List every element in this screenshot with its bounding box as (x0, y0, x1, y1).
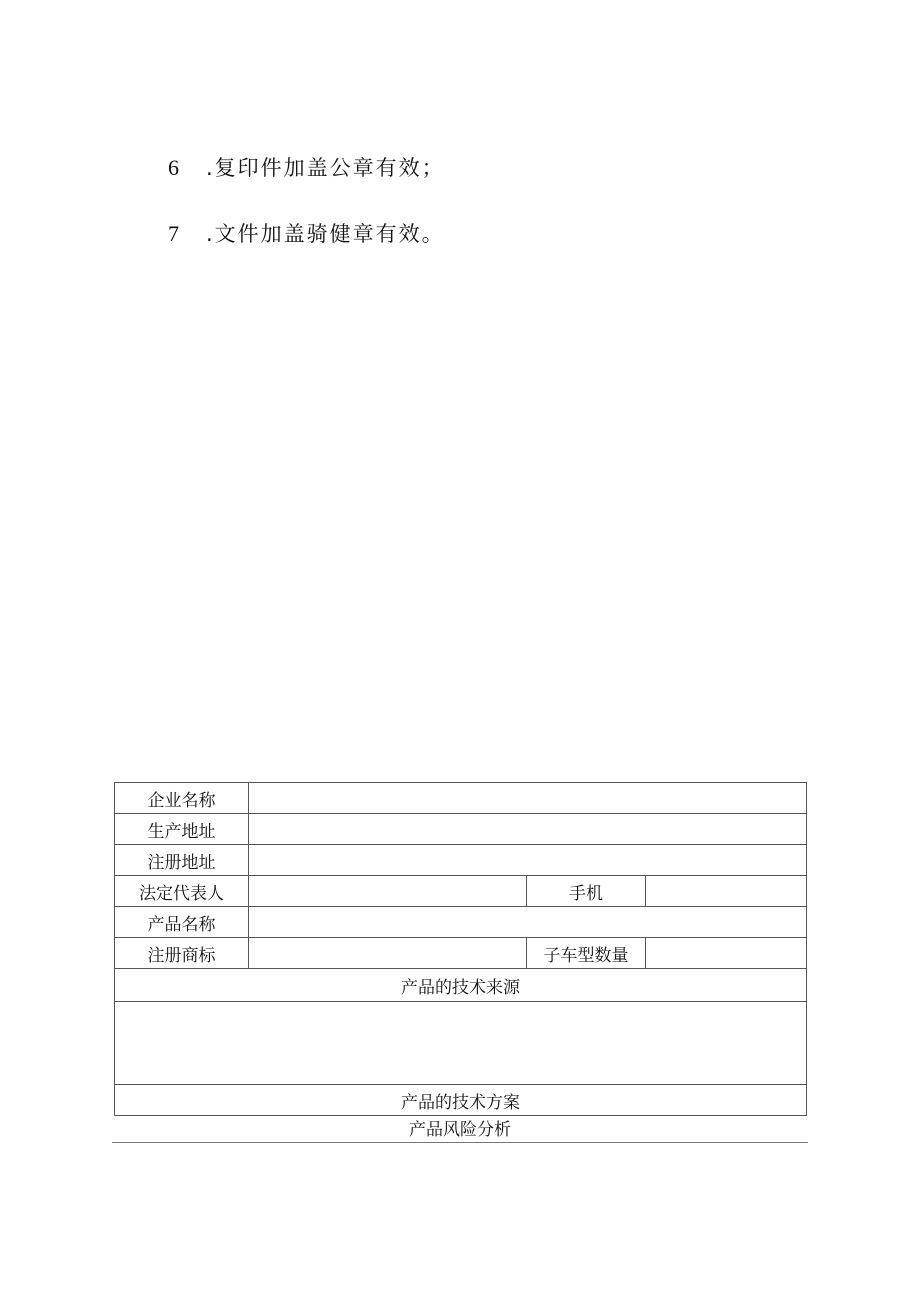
note-text: .复印件加盖公章有效； (206, 156, 445, 180)
divider (112, 1142, 808, 1143)
note-number: 7 (168, 221, 181, 246)
table-row (115, 845, 807, 876)
table-row (115, 907, 807, 938)
tech-source-title: 产品的技术来源 (115, 969, 807, 1002)
trademark-label: 注册商标 (115, 938, 249, 969)
note-number: 6 (168, 155, 181, 180)
company-name-label: 企业名称 (115, 783, 249, 814)
note-text: .文件加盖骑健章有效。 (206, 222, 445, 246)
table-row (115, 1085, 807, 1116)
legal-rep-field[interactable] (249, 876, 527, 907)
registered-address-field[interactable] (249, 845, 807, 876)
product-name-label: 产品名称 (115, 907, 249, 938)
table-row (115, 876, 807, 907)
note-item-6 (168, 152, 445, 182)
phone-field[interactable] (646, 876, 807, 907)
table-row (115, 938, 807, 969)
table-row (115, 1002, 807, 1085)
trademark-field[interactable] (249, 938, 527, 969)
note-item-7 (168, 218, 445, 248)
production-address-label: 生产地址 (115, 814, 249, 845)
company-name-field[interactable] (249, 783, 807, 814)
sub-model-count-label: 子车型数量 (527, 938, 646, 969)
tech-source-field[interactable] (115, 1002, 807, 1085)
product-name-field[interactable] (249, 907, 807, 938)
risk-analysis-title: 产品风险分析 (409, 1120, 511, 1140)
tech-plan-title: 产品的技术方案 (115, 1085, 807, 1116)
registered-address-label: 注册地址 (115, 845, 249, 876)
phone-label: 手机 (527, 876, 646, 907)
production-address-field[interactable] (249, 814, 807, 845)
table-row (115, 814, 807, 845)
legal-rep-label: 法定代表人 (115, 876, 249, 907)
table-row (115, 783, 807, 814)
enterprise-info-table (114, 782, 807, 1116)
table-row (115, 969, 807, 1002)
sub-model-count-field[interactable] (646, 938, 807, 969)
